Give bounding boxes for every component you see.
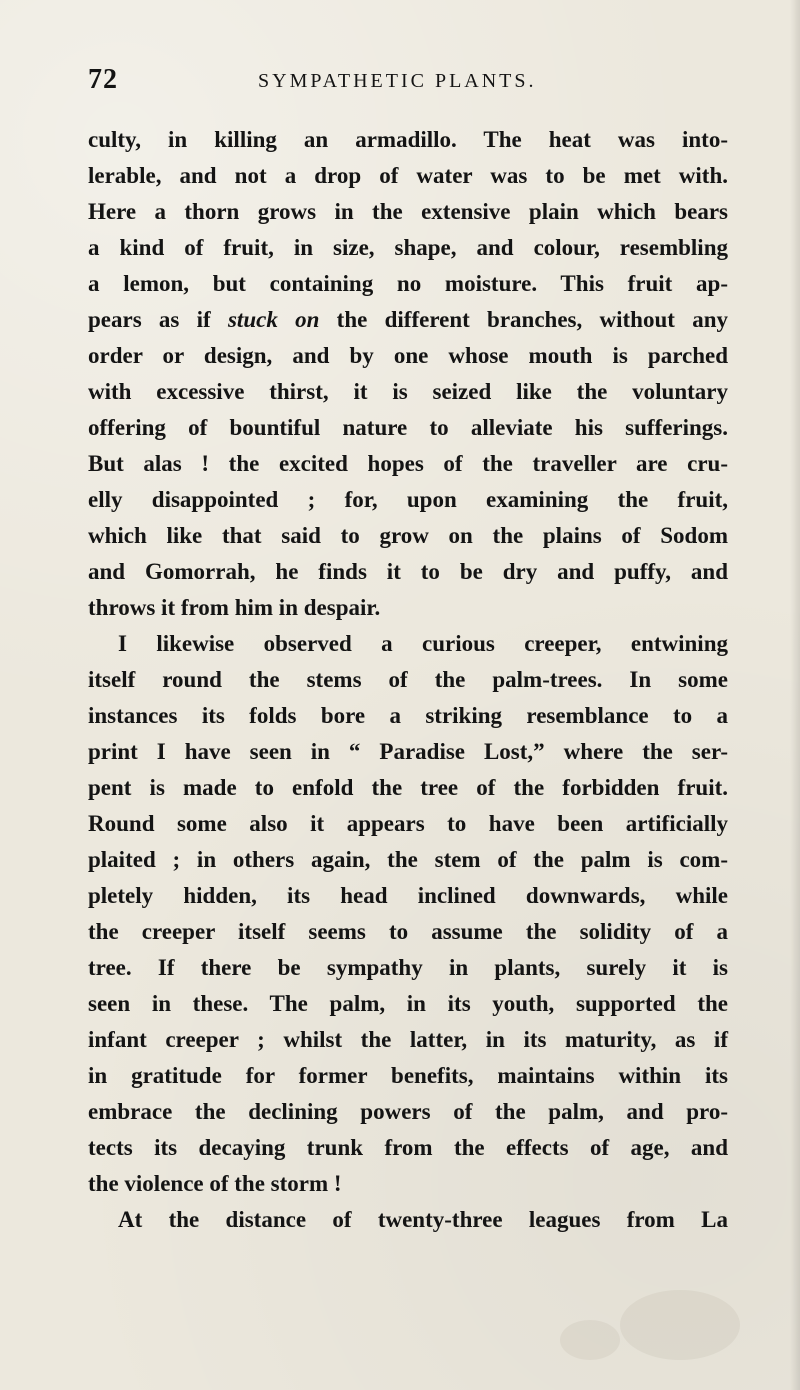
text-line: tree. If there be sympathy in plants, surely it is [88, 955, 728, 980]
text-line: which like that said to grow on the plains of Sodom [88, 523, 728, 548]
text-line: elly disappointed ; for, upon examining the fruit, [88, 487, 728, 512]
text-line: and Gomorrah, he finds it to be dry and puffy, and [88, 559, 728, 584]
italic-phrase: stuck on [227, 307, 320, 332]
text-line: At the distance of twenty-three leagues from La [118, 1207, 728, 1232]
text-line: in gratitude for former benefits, maintains within its [88, 1063, 728, 1088]
text-line: I likewise observed a curious creeper, entwining [118, 631, 728, 656]
text-line: But alas ! the excited hopes of the traveller are cru- [88, 451, 728, 476]
text-line: culty, in killing an armadillo. The heat was into- [88, 127, 728, 152]
text-line: plaited ; in others again, the stem of the palm is com- [88, 847, 728, 872]
text-line [88, 302, 728, 338]
text-line: seen in these. The palm, in its youth, supported the [88, 991, 728, 1016]
text-line: pent is made to enfold the tree of the forbidden fruit. [88, 775, 728, 800]
page-header [88, 64, 728, 104]
body-text [88, 122, 728, 1238]
text-segment: the different branches, without any [319, 307, 728, 332]
page-edge-shadow [790, 0, 800, 1390]
text-line: Here a thorn grows in the extensive plain which bears [88, 199, 728, 224]
text-segment: pears as if [88, 307, 228, 332]
text-line: Round some also it appears to have been artificially [88, 811, 728, 836]
text-line: throws it from him in despair. [88, 595, 381, 620]
paper-stain [560, 1320, 620, 1360]
text-line: order or design, and by one whose mouth is parched [88, 343, 728, 368]
text-line: with excessive thirst, it is seized like the voluntary [88, 379, 728, 404]
text-line: a lemon, but containing no moisture. This fruit ap- [88, 271, 728, 296]
text-line: instances its folds bore a striking resemblance to a [88, 703, 728, 728]
text-line: the violence of the storm ! [88, 1171, 342, 1196]
text-line: embrace the declining powers of the palm, and pro- [88, 1099, 728, 1124]
text-line: print I have seen in “ Paradise Lost,” where the ser- [88, 739, 728, 764]
text-line: a kind of fruit, in size, shape, and colour, resembling [88, 235, 728, 260]
page-number: 72 [88, 64, 118, 95]
text-line: tects its decaying trunk from the effects of age, and [88, 1135, 728, 1160]
running-head: SYMPATHETIC PLANTS. [258, 70, 537, 92]
text-line: the creeper itself seems to assume the solidity of a [88, 919, 728, 944]
text-line: infant creeper ; whilst the latter, in its maturity, as if [88, 1027, 728, 1052]
text-line: offering of bountiful nature to alleviate his sufferings. [88, 415, 728, 440]
text-line: pletely hidden, its head inclined downwards, while [88, 883, 728, 908]
paper-stain [620, 1290, 740, 1360]
text-line: lerable, and not a drop of water was to be met with. [88, 163, 728, 188]
text-line: itself round the stems of the palm-trees. In some [88, 667, 728, 692]
